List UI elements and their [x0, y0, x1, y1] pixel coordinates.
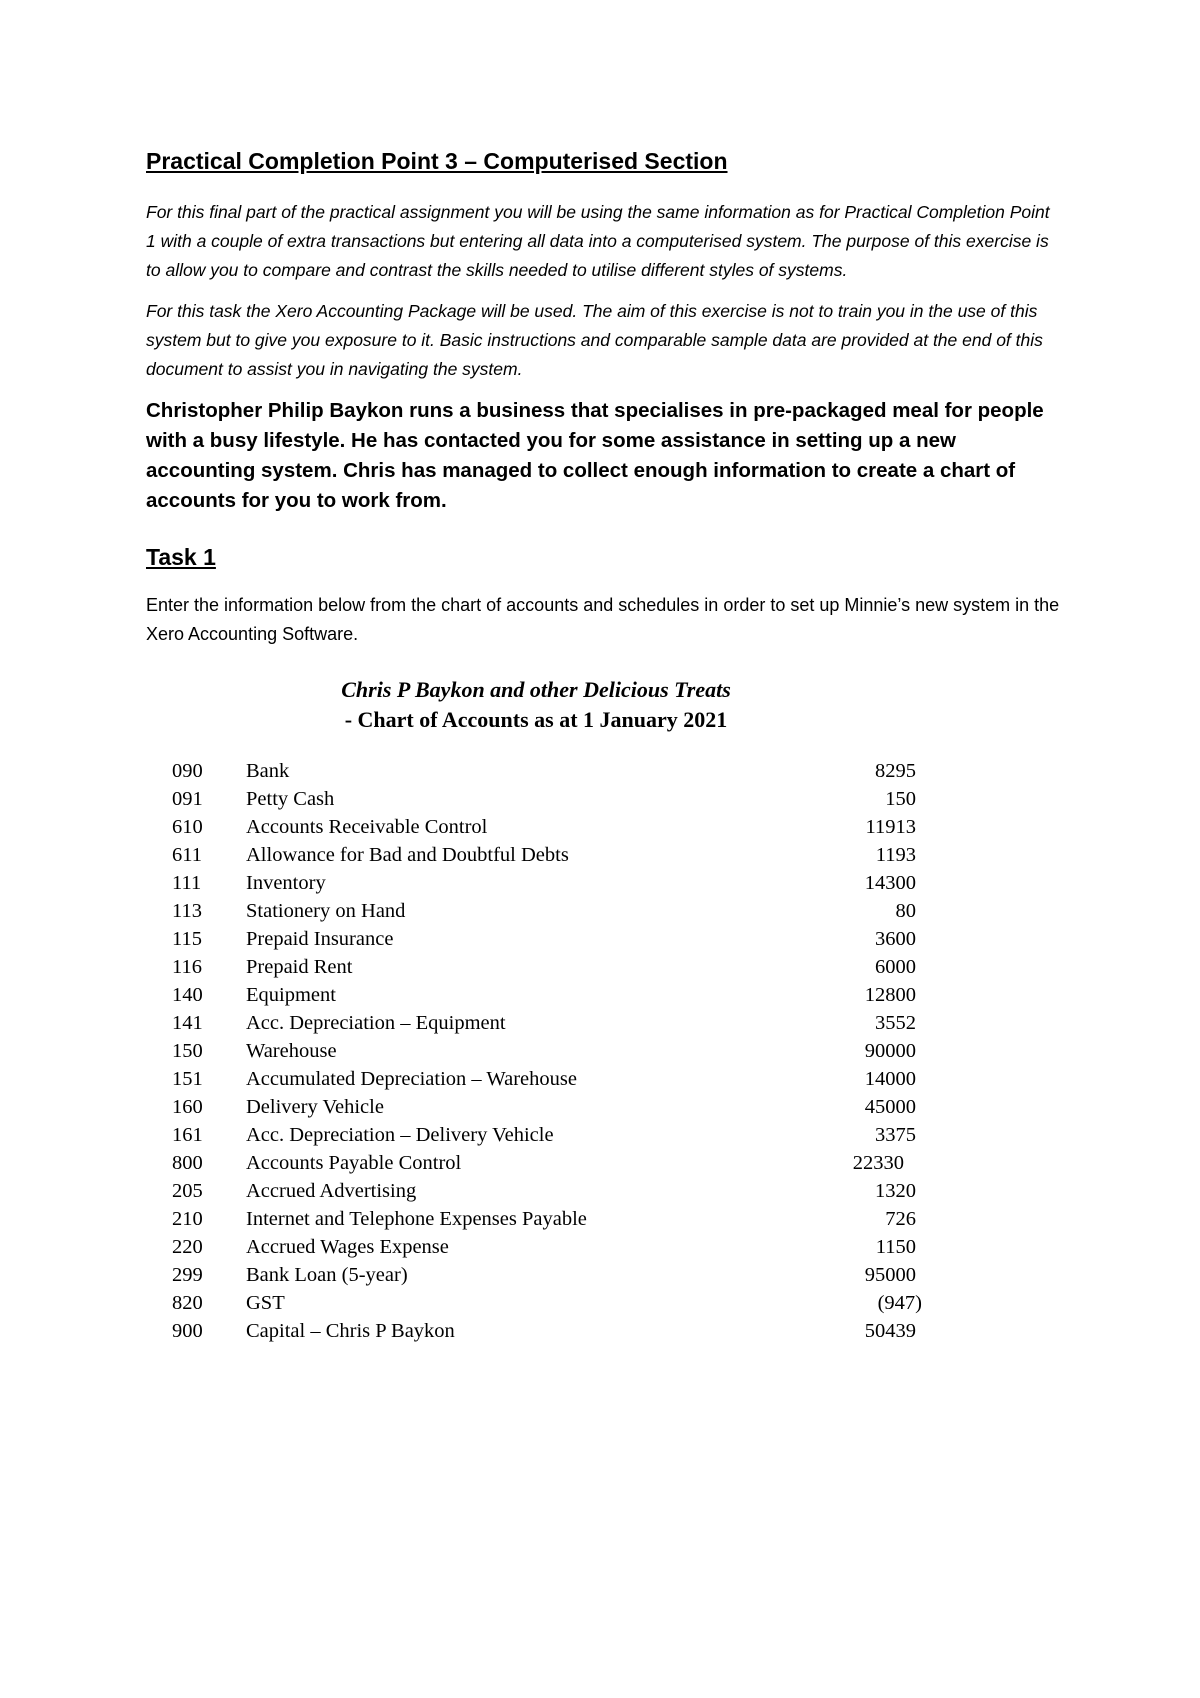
document-title: Practical Completion Point 3 – Computerised Section	[146, 148, 728, 174]
chart-of-accounts-table	[146, 757, 936, 1345]
account-name: GST	[246, 1292, 285, 1315]
account-amount: 6000	[875, 956, 916, 979]
account-row	[146, 1233, 936, 1261]
account-name: Inventory	[246, 872, 326, 895]
account-amount: 12800	[864, 984, 916, 1007]
account-amount: 3552	[875, 1012, 916, 1035]
account-row	[146, 1205, 936, 1233]
document-page	[146, 148, 1061, 1345]
account-code: 299	[172, 1264, 203, 1287]
account-name: Stationery on Hand	[246, 900, 406, 923]
account-amount: 3375	[875, 1124, 916, 1147]
intro-paragraph-2: For this task the Xero Accounting Package will be used. The aim of this exercise is not to train you in the use of this system but to give you exposure to it. Basic instructions and comparable sample data are provided at the end of this document to assist you in navigating the system.	[146, 300, 1043, 379]
account-amount: (947)	[877, 1292, 922, 1315]
account-code: 205	[172, 1180, 203, 1203]
account-row	[146, 1149, 936, 1177]
account-row	[146, 813, 936, 841]
account-name: Accounts Receivable Control	[246, 816, 488, 839]
account-row	[146, 1093, 936, 1121]
account-amount: 14000	[864, 1068, 916, 1091]
intro-paragraph-1: For this final part of the practical assignment you will be using the same information as for Practical Completion Point 1 with a couple of extra transactions but entering all data into a computerised system. The purpose of this exercise is to allow you to compare and contrast the skills needed to utilise different styles of systems.	[146, 201, 1050, 280]
account-row	[146, 1317, 936, 1345]
account-code: 115	[172, 928, 202, 951]
account-name: Internet and Telephone Expenses Payable	[246, 1208, 587, 1231]
account-row	[146, 841, 936, 869]
account-amount: 1320	[875, 1180, 916, 1203]
account-amount: 90000	[864, 1040, 916, 1063]
account-name: Petty Cash	[246, 788, 335, 811]
account-code: 210	[172, 1208, 203, 1231]
account-code: 091	[172, 788, 203, 811]
account-row	[146, 1177, 936, 1205]
account-name: Warehouse	[246, 1040, 337, 1063]
account-name: Accrued Advertising	[246, 1180, 417, 1203]
account-name: Bank	[246, 760, 290, 783]
account-row	[146, 869, 936, 897]
account-amount: 3600	[875, 928, 916, 951]
account-code: 220	[172, 1236, 203, 1259]
task-instructions: Enter the information below from the chart of accounts and schedules in order to set up Minnie’s new system in the Xero Accounting Software.	[146, 595, 1060, 645]
account-name: Capital – Chris P Baykon	[246, 1320, 455, 1343]
account-code: 150	[172, 1040, 203, 1063]
account-amount: 45000	[864, 1096, 916, 1119]
account-code: 151	[172, 1068, 203, 1091]
account-amount: 11913	[865, 816, 916, 839]
account-name: Allowance for Bad and Doubtful Debts	[246, 844, 569, 867]
account-amount: 8295	[875, 760, 916, 783]
account-amount: 14300	[864, 872, 916, 895]
account-code: 161	[172, 1124, 203, 1147]
account-code: 141	[172, 1012, 203, 1035]
account-row	[146, 1261, 936, 1289]
account-name: Accumulated Depreciation – Warehouse	[246, 1068, 577, 1091]
account-row	[146, 1037, 936, 1065]
task-heading: Task 1	[146, 543, 216, 570]
account-amount: 80	[895, 900, 916, 923]
account-name: Acc. Depreciation – Delivery Vehicle	[246, 1124, 554, 1147]
account-row	[146, 953, 936, 981]
account-code: 611	[172, 844, 202, 867]
account-row	[146, 1121, 936, 1149]
account-name: Acc. Depreciation – Equipment	[246, 1012, 506, 1035]
account-amount: 1193	[875, 844, 916, 867]
account-amount: 726	[885, 1208, 916, 1231]
account-amount: 95000	[864, 1264, 916, 1287]
account-name: Equipment	[246, 984, 336, 1007]
account-row	[146, 897, 936, 925]
account-code: 610	[172, 816, 203, 839]
account-row	[146, 981, 936, 1009]
account-row	[146, 1065, 936, 1093]
chart-title-business: Chris P Baykon and other Delicious Treats	[341, 677, 731, 703]
scenario-paragraph: Christopher Philip Baykon runs a business that specialises in pre-packaged meal for people with a busy lifestyle. He has contacted you for some assistance in setting up a new accounting system. Chris has managed to collect enough information to create a chart of accounts for you to work from.	[146, 398, 1044, 512]
account-code: 800	[172, 1152, 203, 1175]
account-name: Bank Loan (5-year)	[246, 1264, 408, 1287]
account-name: Prepaid Rent	[246, 956, 353, 979]
account-code: 140	[172, 984, 203, 1007]
account-amount: 22330	[852, 1152, 904, 1175]
account-name: Accrued Wages Expense	[246, 1236, 449, 1259]
account-code: 820	[172, 1292, 203, 1315]
account-row	[146, 785, 936, 813]
account-row	[146, 757, 936, 785]
account-code: 160	[172, 1096, 203, 1119]
account-row	[146, 1289, 936, 1317]
account-name: Accounts Payable Control	[246, 1152, 462, 1175]
account-code: 111	[172, 872, 202, 895]
chart-title	[146, 675, 926, 735]
account-code: 900	[172, 1320, 203, 1343]
account-code: 113	[172, 900, 202, 923]
account-amount: 150	[885, 788, 916, 811]
account-code: 090	[172, 760, 203, 783]
account-row	[146, 1009, 936, 1037]
account-amount: 1150	[875, 1236, 916, 1259]
account-amount: 50439	[864, 1320, 916, 1343]
chart-title-subtitle: - Chart of Accounts as at 1 January 2021	[344, 707, 728, 733]
account-name: Prepaid Insurance	[246, 928, 394, 951]
account-code: 116	[172, 956, 202, 979]
account-name: Delivery Vehicle	[246, 1096, 384, 1119]
account-row	[146, 925, 936, 953]
